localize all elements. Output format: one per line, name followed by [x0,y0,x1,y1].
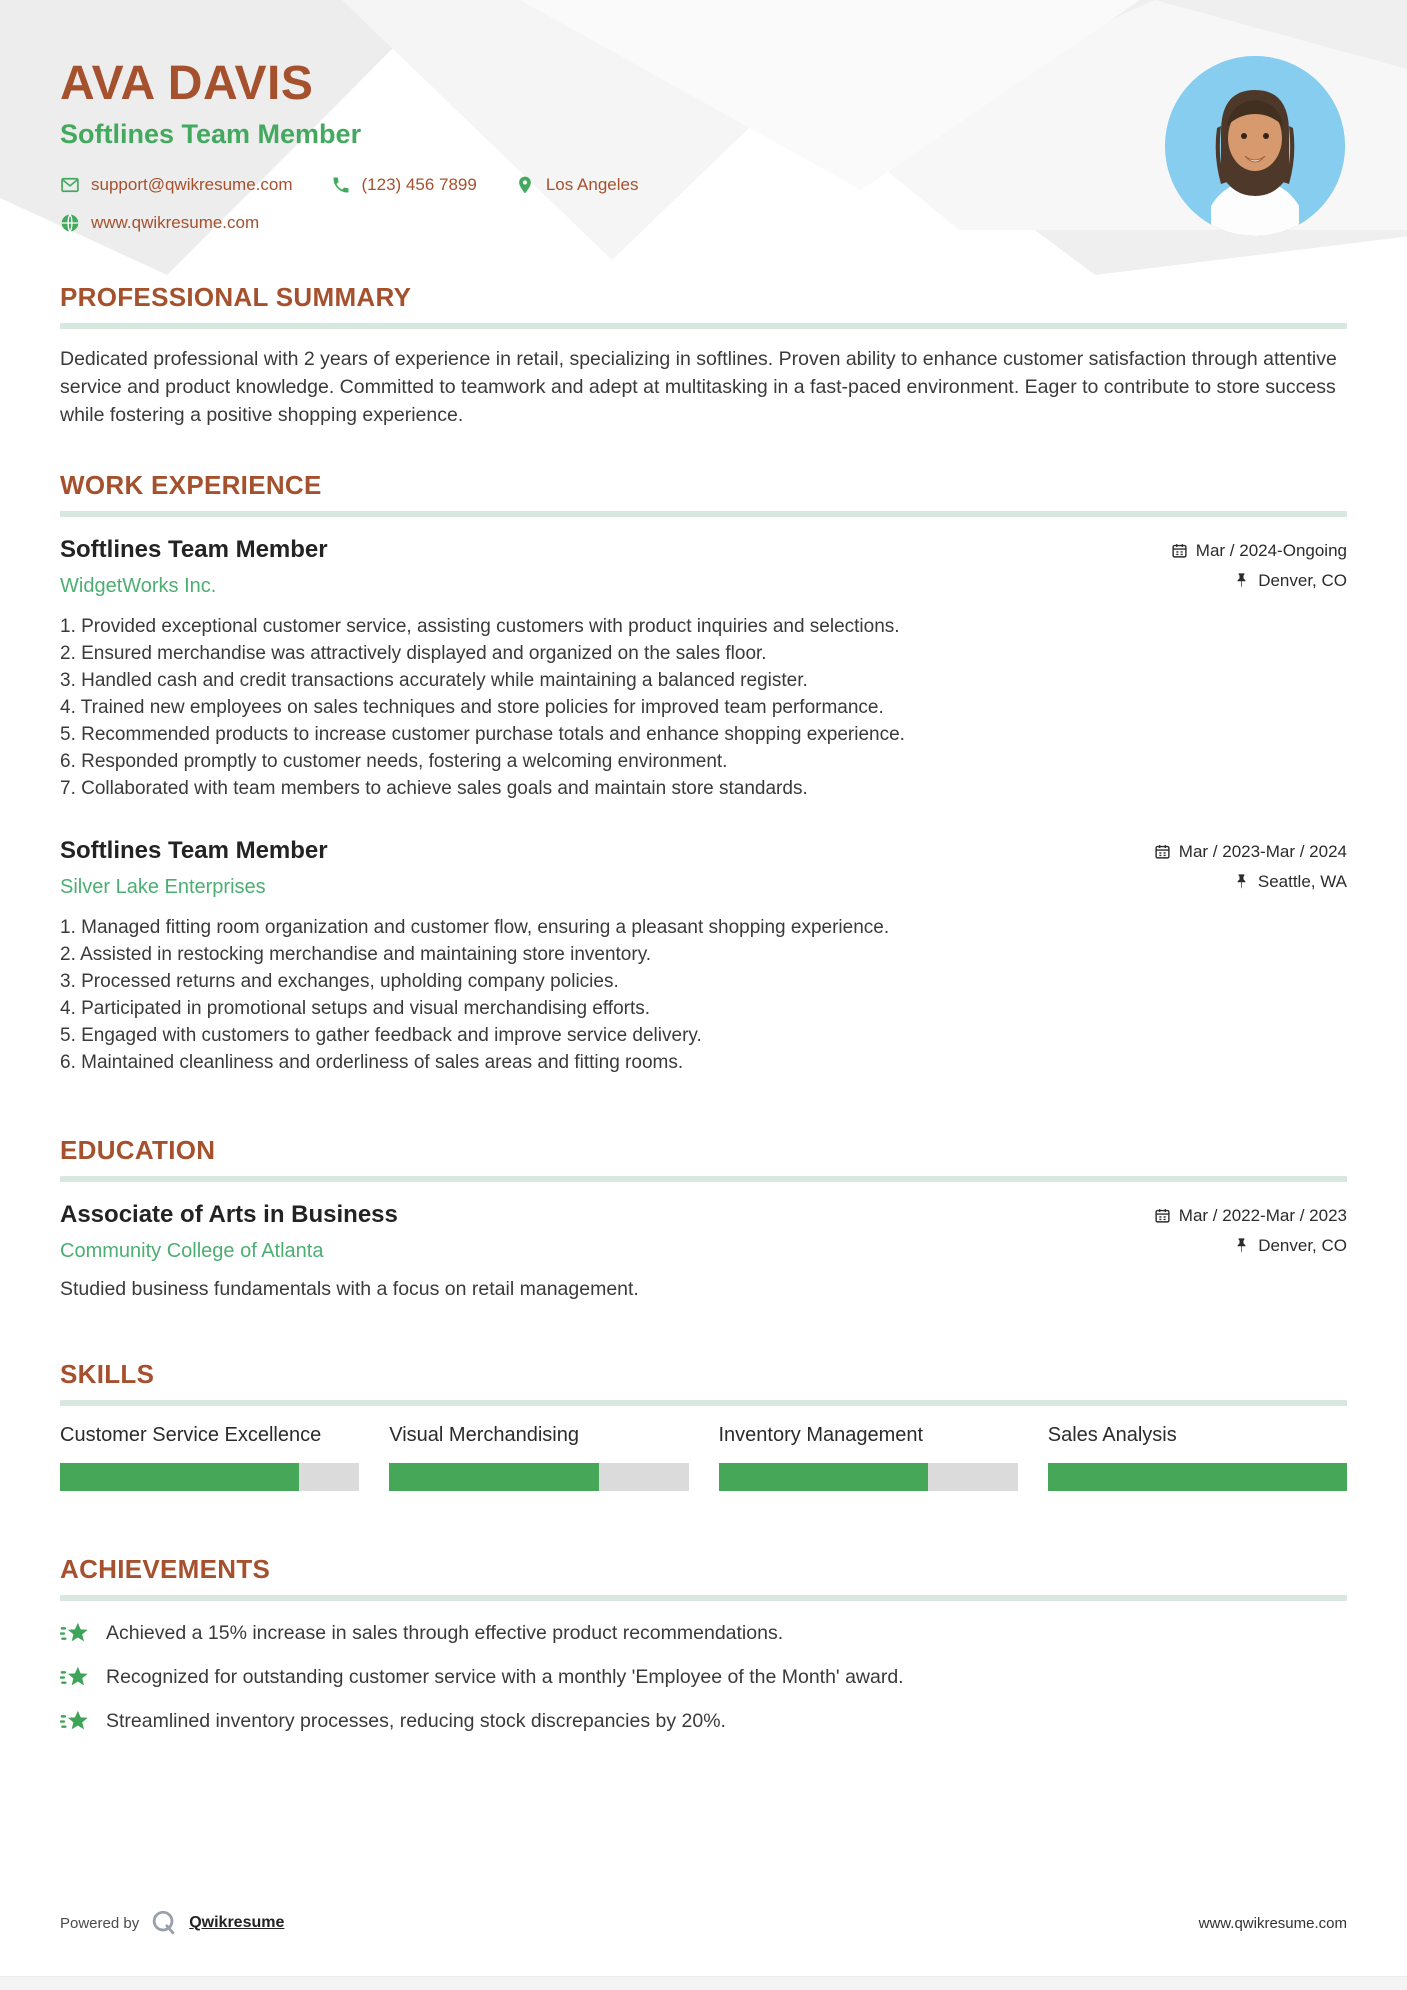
job-date-text: Mar / 2024-Ongoing [1195,540,1347,560]
contact-location-text: Los Angeles [545,174,639,194]
calendar-icon [1154,1207,1171,1224]
achievement-text: Recognized for outstanding customer service with a monthly 'Employee of the Month' award. [106,1666,904,1689]
job-bullet: 4. Participated in promotional setups and visual merchandising efforts. [60,997,651,1019]
job-bullets [60,613,1347,802]
qwikresume-logo-icon [149,1908,179,1938]
job-bullet: 3. Processed returns and exchanges, upholding company policies. [60,970,619,992]
skill-item [60,1422,359,1491]
job-bullet: 1. Managed fitting room organization and customer flow, ensuring a pleasant shopping experience. [60,916,890,938]
job-entry [60,836,1347,900]
skill-bar-fill [389,1463,598,1491]
skill-bar [1048,1463,1347,1491]
bottom-strip [0,1976,1407,1990]
job-bullet: 5. Engaged with customers to gather feedback and improve service delivery. [60,1024,702,1046]
contact-phone [331,175,477,195]
skill-item [389,1422,688,1491]
education-degree: Associate of Arts in Business [60,1200,398,1228]
footer-website: www.qwikresume.com [1198,1914,1347,1932]
education-heading: EDUCATION [60,1134,216,1165]
skill-item [1048,1422,1347,1491]
job-bullet: 5. Recommended products to increase customer purchase totals and enhance shopping experience. [60,723,905,745]
contact-email-text: support@qwikresume.com [91,174,293,194]
job-bullet: 1. Provided exceptional customer service, assisting customers with product inquiries and selections. [60,615,900,637]
skill-label: Sales Analysis [1047,1423,1177,1446]
skill-bar-fill [719,1463,928,1491]
job-bullet: 2. Assisted in restocking merchandise and maintaining store inventory. [60,943,652,965]
experience-heading: WORK EXPERIENCE [60,469,322,500]
phone-icon [331,175,351,195]
job-location [1171,571,1347,591]
contact-phone-text: (123) 456 7899 [361,174,477,194]
qwikresume-link[interactable]: Qwikresume [189,1914,285,1931]
calendar-icon [1154,843,1171,860]
education-location-text: Denver, CO [1258,1235,1347,1255]
person-name: AVA DAVIS [60,57,314,110]
job-bullet: 3. Handled cash and credit transactions accurately while maintaining a balanced register. [60,669,808,691]
contact-website-text: www.qwikresume.com [91,212,260,232]
education-entry [60,1200,1347,1264]
job-entry [60,535,1347,599]
skill-label: Visual Merchandising [389,1423,579,1446]
skill-item [719,1422,1018,1491]
section-divider [60,323,1347,329]
education-school: Community College of Atlanta [60,1239,324,1262]
skill-bar [719,1463,1018,1491]
job-bullet: 6. Maintained cleanliness and orderliness of sales areas and fitting rooms. [60,1051,684,1073]
skill-bar-fill [60,1463,299,1491]
job-bullet: 7. Collaborated with team members to achieve sales goals and maintain store standards. [60,777,808,799]
pushpin-icon [1233,1237,1250,1254]
job-date-text: Mar / 2023-Mar / 2024 [1178,841,1347,861]
contact-email [60,175,293,195]
job-dates [1171,541,1347,561]
achievement-item [60,1663,1347,1693]
pushpin-icon [1233,572,1250,589]
star-badge-icon [60,1707,90,1737]
powered-by-label: Powered by [60,1914,140,1932]
email-icon [60,175,80,195]
job-bullet: 4. Trained new employees on sales techniques and store policies for improved team performance. [60,696,884,718]
skills-heading: SKILLS [60,1358,155,1389]
star-badge-icon [60,1619,90,1649]
calendar-icon [1171,542,1188,559]
skills-grid [60,1422,1347,1491]
contact-row [60,175,1347,195]
section-divider [60,511,1347,517]
skill-label: Customer Service Excellence [60,1423,322,1446]
achievements-heading: ACHIEVEMENTS [60,1553,271,1584]
education-meta [1154,1200,1347,1256]
job-location-text: Denver, CO [1258,570,1347,590]
achievement-item [60,1619,1347,1649]
job-bullets [60,914,1347,1076]
education-location [1154,1236,1347,1256]
job-location [1154,872,1347,892]
section-divider [60,1595,1347,1601]
pushpin-icon [1233,873,1250,890]
skill-bar [389,1463,688,1491]
job-location-text: Seattle, WA [1257,871,1347,891]
job-meta [1154,836,1347,892]
star-badge-icon [60,1663,90,1693]
skill-label: Inventory Management [718,1423,924,1446]
job-title: Softlines Team Member [60,535,328,563]
section-divider [60,1400,1347,1406]
achievement-text: Streamlined inventory processes, reducing stock discrepancies by 20%. [106,1710,726,1733]
footer [60,1908,1347,1938]
achievement-item [60,1707,1347,1737]
achievements-list [60,1619,1347,1737]
job-dates [1154,842,1347,862]
education-dates [1154,1206,1347,1226]
skill-bar [60,1463,359,1491]
person-title: Softlines Team Member [60,118,362,149]
job-title: Softlines Team Member [60,836,328,864]
location-icon [515,175,535,195]
section-divider [60,1176,1347,1182]
job-bullet: 2. Ensured merchandise was attractively displayed and organized on the sales floor. [60,642,767,664]
contact-website [60,213,259,233]
summary-text: Dedicated professional with 2 years of experience in retail, specializing in softlines. Proven ability to enhance customer satisfaction through attentive service and product knowledge. Committed to teamwork and adept at multitasking in a fast-paced environment. Eager to contribute to store success while fostering a positive shopping experience. [60,347,1337,426]
education-description: Studied business fundamentals with a focus on retail management. [60,1277,639,1300]
job-meta [1171,535,1347,591]
globe-icon [60,213,80,233]
job-company: WidgetWorks Inc. [60,574,217,597]
achievement-text: Achieved a 15% increase in sales through effective product recommendations. [106,1622,784,1645]
skill-bar-fill [1048,1463,1347,1491]
education-date-text: Mar / 2022-Mar / 2023 [1178,1205,1347,1225]
summary-heading: PROFESSIONAL SUMMARY [60,281,412,312]
job-bullet: 6. Responded promptly to customer needs, fostering a welcoming environment. [60,750,728,772]
job-company: Silver Lake Enterprises [60,875,266,898]
contact-location [515,175,639,195]
contact-row [60,213,1347,233]
